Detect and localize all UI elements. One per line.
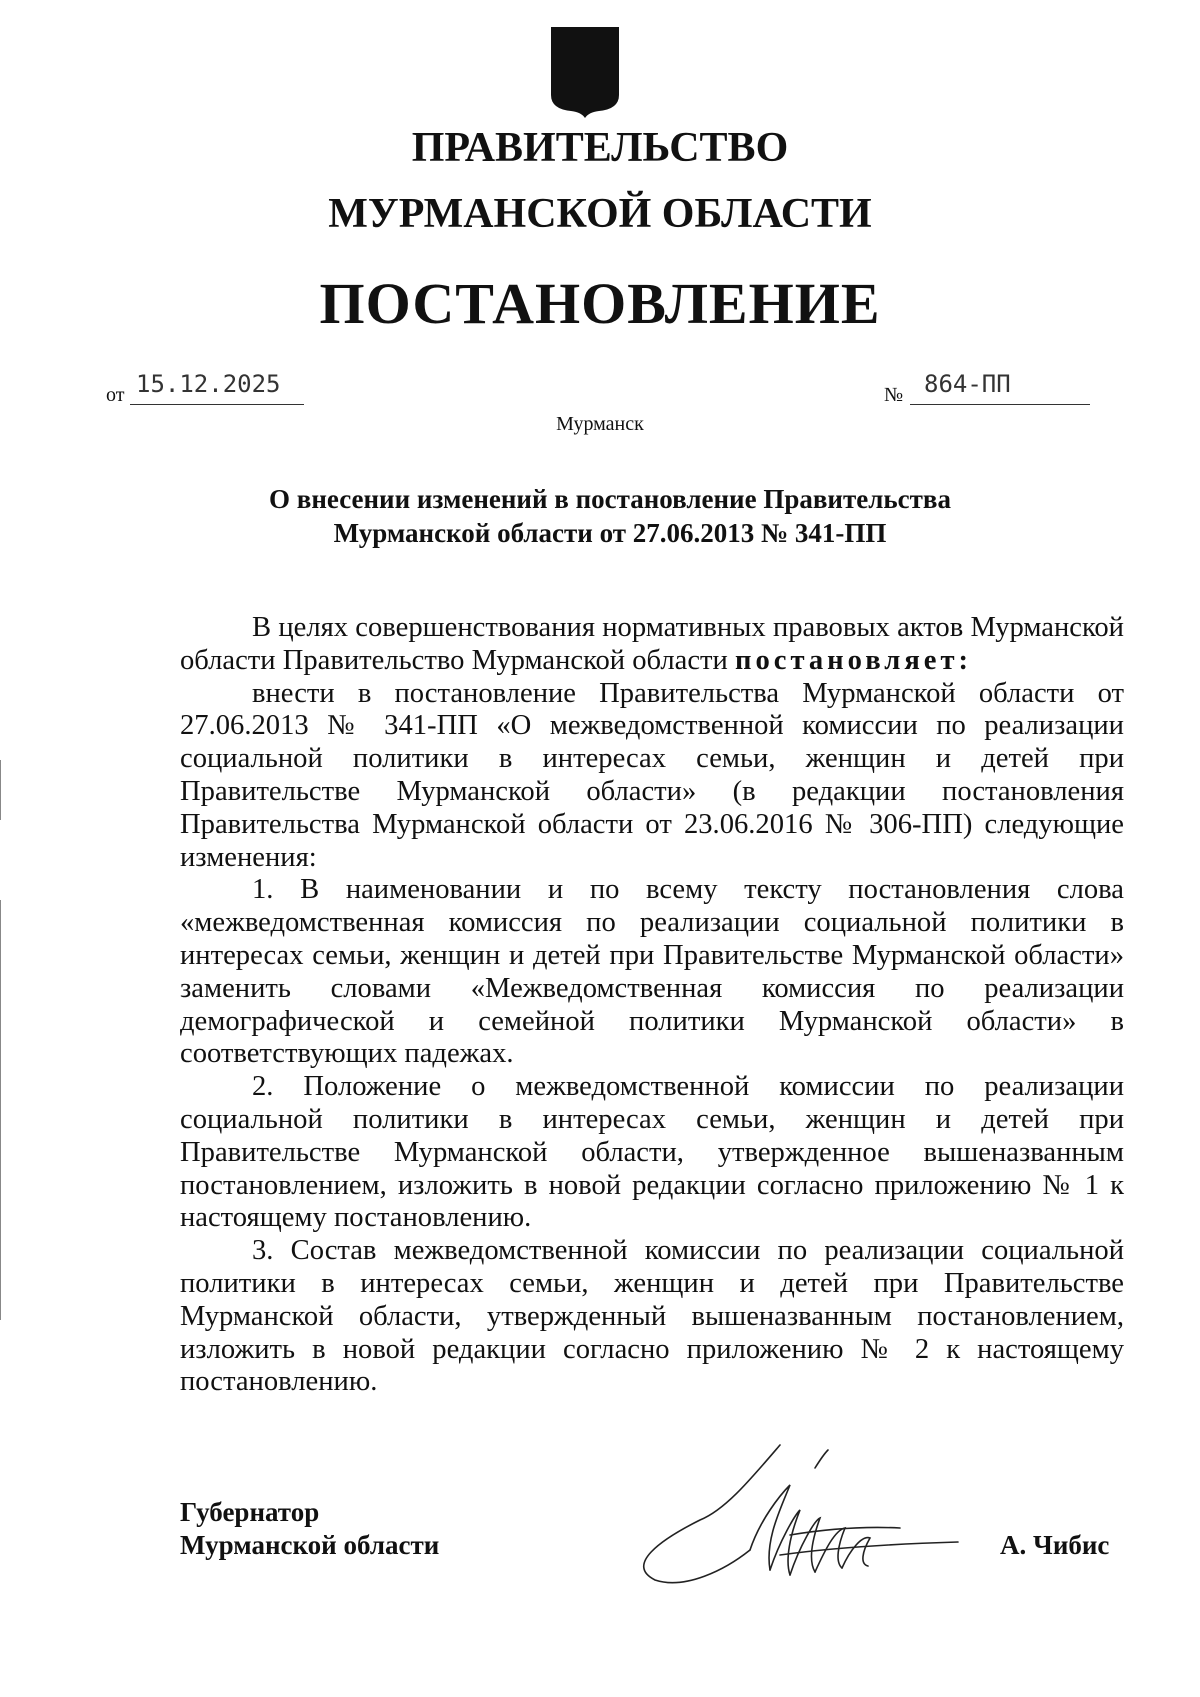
intro-paragraph (180, 612, 1124, 678)
signer-title-line2: Мурманской области (180, 1530, 440, 1560)
document-number: 864-ПП (910, 370, 1090, 405)
handwritten-signature-icon (630, 1440, 960, 1600)
number-prefix: № (884, 384, 904, 406)
org-title-line1: ПРАВИТЕЛЬСТВО (411, 125, 789, 171)
subject-line2: Мурманской области от 27.06.2013 № 341-ПП (333, 518, 887, 548)
signer-title-line1: Губернатор (180, 1497, 320, 1527)
subject-line1: О внесении изменений в постановление Правительства (269, 484, 951, 514)
item-paragraph-1: 1. В наименовании и по всему тексту постановления слова «межведомственная комиссия по реализации социальной политики в интересах семьи, женщин и детей при Правительстве Мурманской области» заменить словами «Межведомственная комиссия по реализации демографической и семейной политики Мурманской области» в соответствующих падежах. (180, 874, 1124, 1070)
signer-name: А. Чибис (1000, 1530, 1110, 1560)
document-date: 15.12.2025 (130, 370, 304, 405)
signer-title (180, 1496, 439, 1562)
item-paragraph-2: 2. Положение о межведомственной комиссии по реализации социальной политики в интересах семьи, женщин и детей при Правительстве Мурманской области, утвержденное вышеназванным постановлением, изложить в новой редакции согласно приложению № 1 к настоящему постановлению. (180, 1071, 1124, 1234)
intro-text: В целях совершенствования нормативных правовых актов Мурманской области Правительство Мурманской области (180, 612, 1124, 676)
city: Мурманск (556, 413, 644, 435)
org-title-line2: МУРМАНСКОЙ ОБЛАСТИ (328, 191, 872, 237)
decrees-word: постановляет: (735, 644, 973, 676)
lead-paragraph: внести в постановление Правительства Мурманской области от 27.06.2013 № 341-ПП «О межведомственной комиссии по реализации социальной политики в интересах семьи, женщин и детей при Правительстве Мурманской области» (в редакции постановления Правительства Мурманской области от 23.06.2016 № 306-ПП) следующие изменения: (180, 677, 1124, 873)
coat-of-arms-shield-icon (549, 25, 621, 119)
item-paragraph-3: 3. Состав межведомственной комиссии по реализации социальной политики в интересах семьи, женщин и детей при Правительстве Мурманской области, утвержденный вышеназванным постановлением, изложить в новой редакции согласно приложению № 2 к настоящему постановлению. (180, 1235, 1124, 1398)
document-body (180, 612, 1124, 1399)
scan-edge-mark (0, 900, 1, 1320)
date-prefix: от (106, 384, 125, 406)
document-type: ПОСТАНОВЛЕНИЕ (319, 271, 881, 336)
scan-edge-mark (0, 760, 1, 820)
document-subject (180, 482, 1040, 550)
